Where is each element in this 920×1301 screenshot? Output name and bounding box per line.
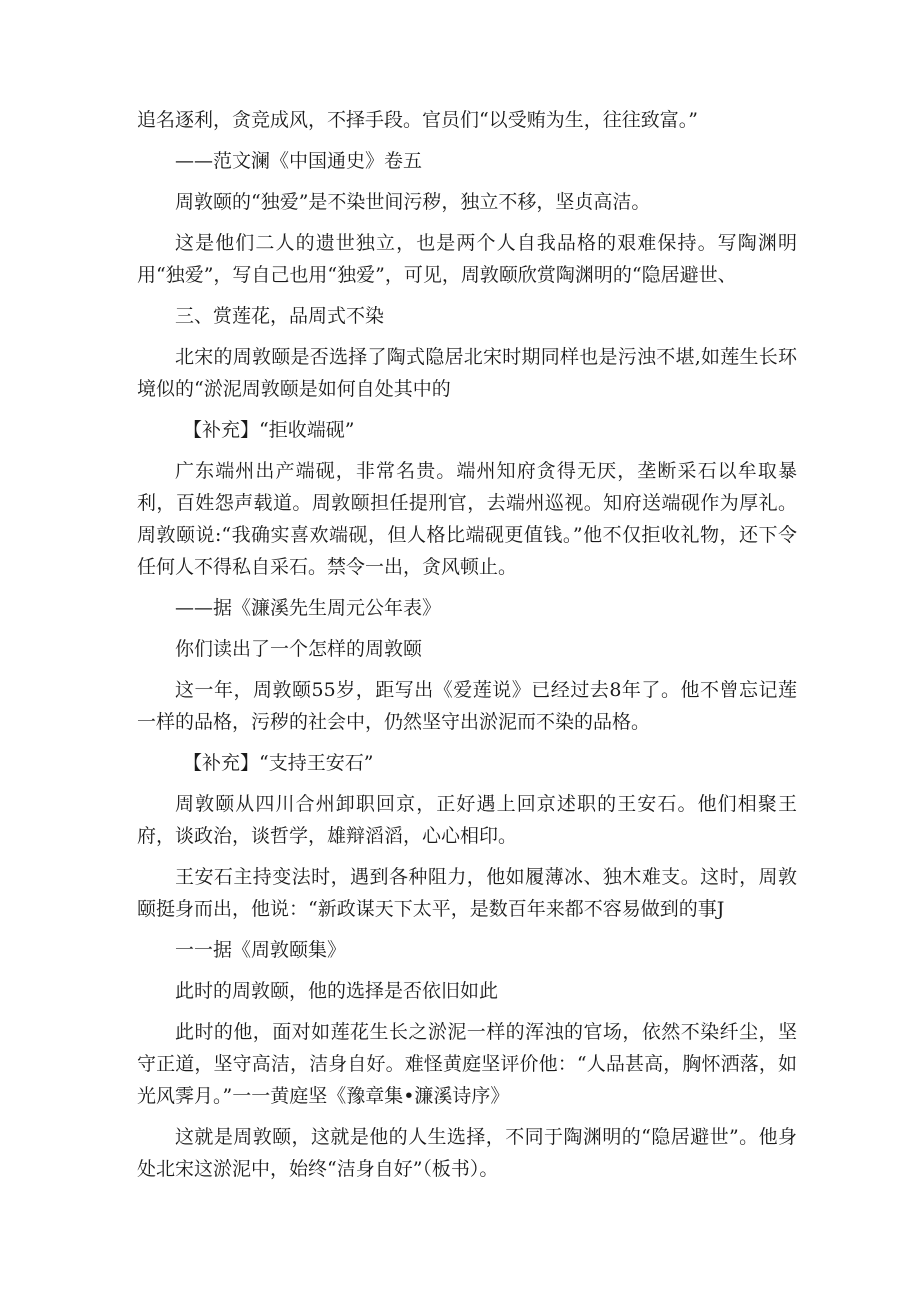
paragraph-meet-wang-anshi: 周敦颐从四川合州卸职回京，正好遇上回京述职的王安石。他们相聚王府，谈政治，谈哲学，雄辩滔滔，心心相印。 <box>137 793 797 847</box>
paragraph-conclusion: 这就是周敦颐，这就是他的人生选择，不同于陶渊明的“隐居避世”。他身处北宋这淤泥中，始终“洁身自好”（板书）。 <box>137 1126 797 1180</box>
paragraph-inkstone-story: 广东端州出产端砚，非常名贵。端州知府贪得无厌，垄断采石以牟取暴利，百姓怨声载道。周敦颐担任提刑官，去端州巡视。知府送端砚作为厚礼。周敦颐说:“我确实喜欢端砚，但人格比端砚更值钱。”他不仅拒收礼物，还下令任何人不得私自采石。禁令一出，贪风顿止。 <box>137 460 797 578</box>
paragraph-reform-support: 王安石主持变法时，遇到各种阻力，他如履薄冰、独木难支。这时，周敦颐挺身而出，他说：“新政谋天下太平，是数百年来都不容易做到的事J <box>137 866 797 920</box>
citation-zhou-duyi-collection: 一一据《周敦颐集》 <box>175 939 347 961</box>
question-choice-same: 此时的周敦颐，他的选择是否依旧如此 <box>175 980 499 1002</box>
section-heading-three: 三、赏莲花，品周式不染 <box>175 305 385 327</box>
citation-lianxi-chronology: ——据《濂溪先生周元公年表》 <box>175 597 442 619</box>
question-what-zhou-duyi: 你们读出了一个怎样的周敦颐 <box>175 638 423 660</box>
supplement-heading-wang-anshi: 【补充】“支持王安石” <box>183 752 374 774</box>
paragraph-greed-context: 追名逐利，贪竞成风，不择手段。官员们“以受贿为生，往往致富。” <box>137 109 698 131</box>
citation-fan-wenlan: ——范文澜《中国通史》卷五 <box>175 150 423 172</box>
document-body <box>137 104 797 1194</box>
paragraph-unstained-official: 此时的他，面对如莲花生长之淤泥一样的浑浊的官场，依然不染纤尘，坚守正道，坚守高洁，洁身自好。难怪黄庭坚评价他：“人品甚高，胸怀洒落，如光风霁月。”一一黄庭坚《豫章集•濂溪诗序》 <box>137 1021 797 1107</box>
paragraph-two-people: 这是他们二人的遗世独立，也是两个人自我品格的艰难保持。写陶渊明用“独爱”，写自己也用“独爱”，可见，周敦颐欣赏陶渊明的“隐居避世、 <box>137 232 797 286</box>
paragraph-age-55: 这一年，周敦颐55岁，距写出《爱莲说》已经过去8年了。他不曾忘记莲一样的品格，污秽的社会中，仍然坚守出淤泥而不染的品格。 <box>137 679 797 733</box>
paragraph-northern-song: 北宋的周敦颐是否选择了陶式隐居北宋时期同样也是污浊不堪,如莲生长环境似的“淤泥周敦颐是如何自处其中的 <box>137 346 797 400</box>
supplement-heading-inkstone: 【补充】“拒收端砚” <box>183 419 355 441</box>
paragraph-zhou-duyi-love: 周敦颐的“独爱”是不染世间污秽，独立不移，坚贞高洁。 <box>175 191 651 213</box>
